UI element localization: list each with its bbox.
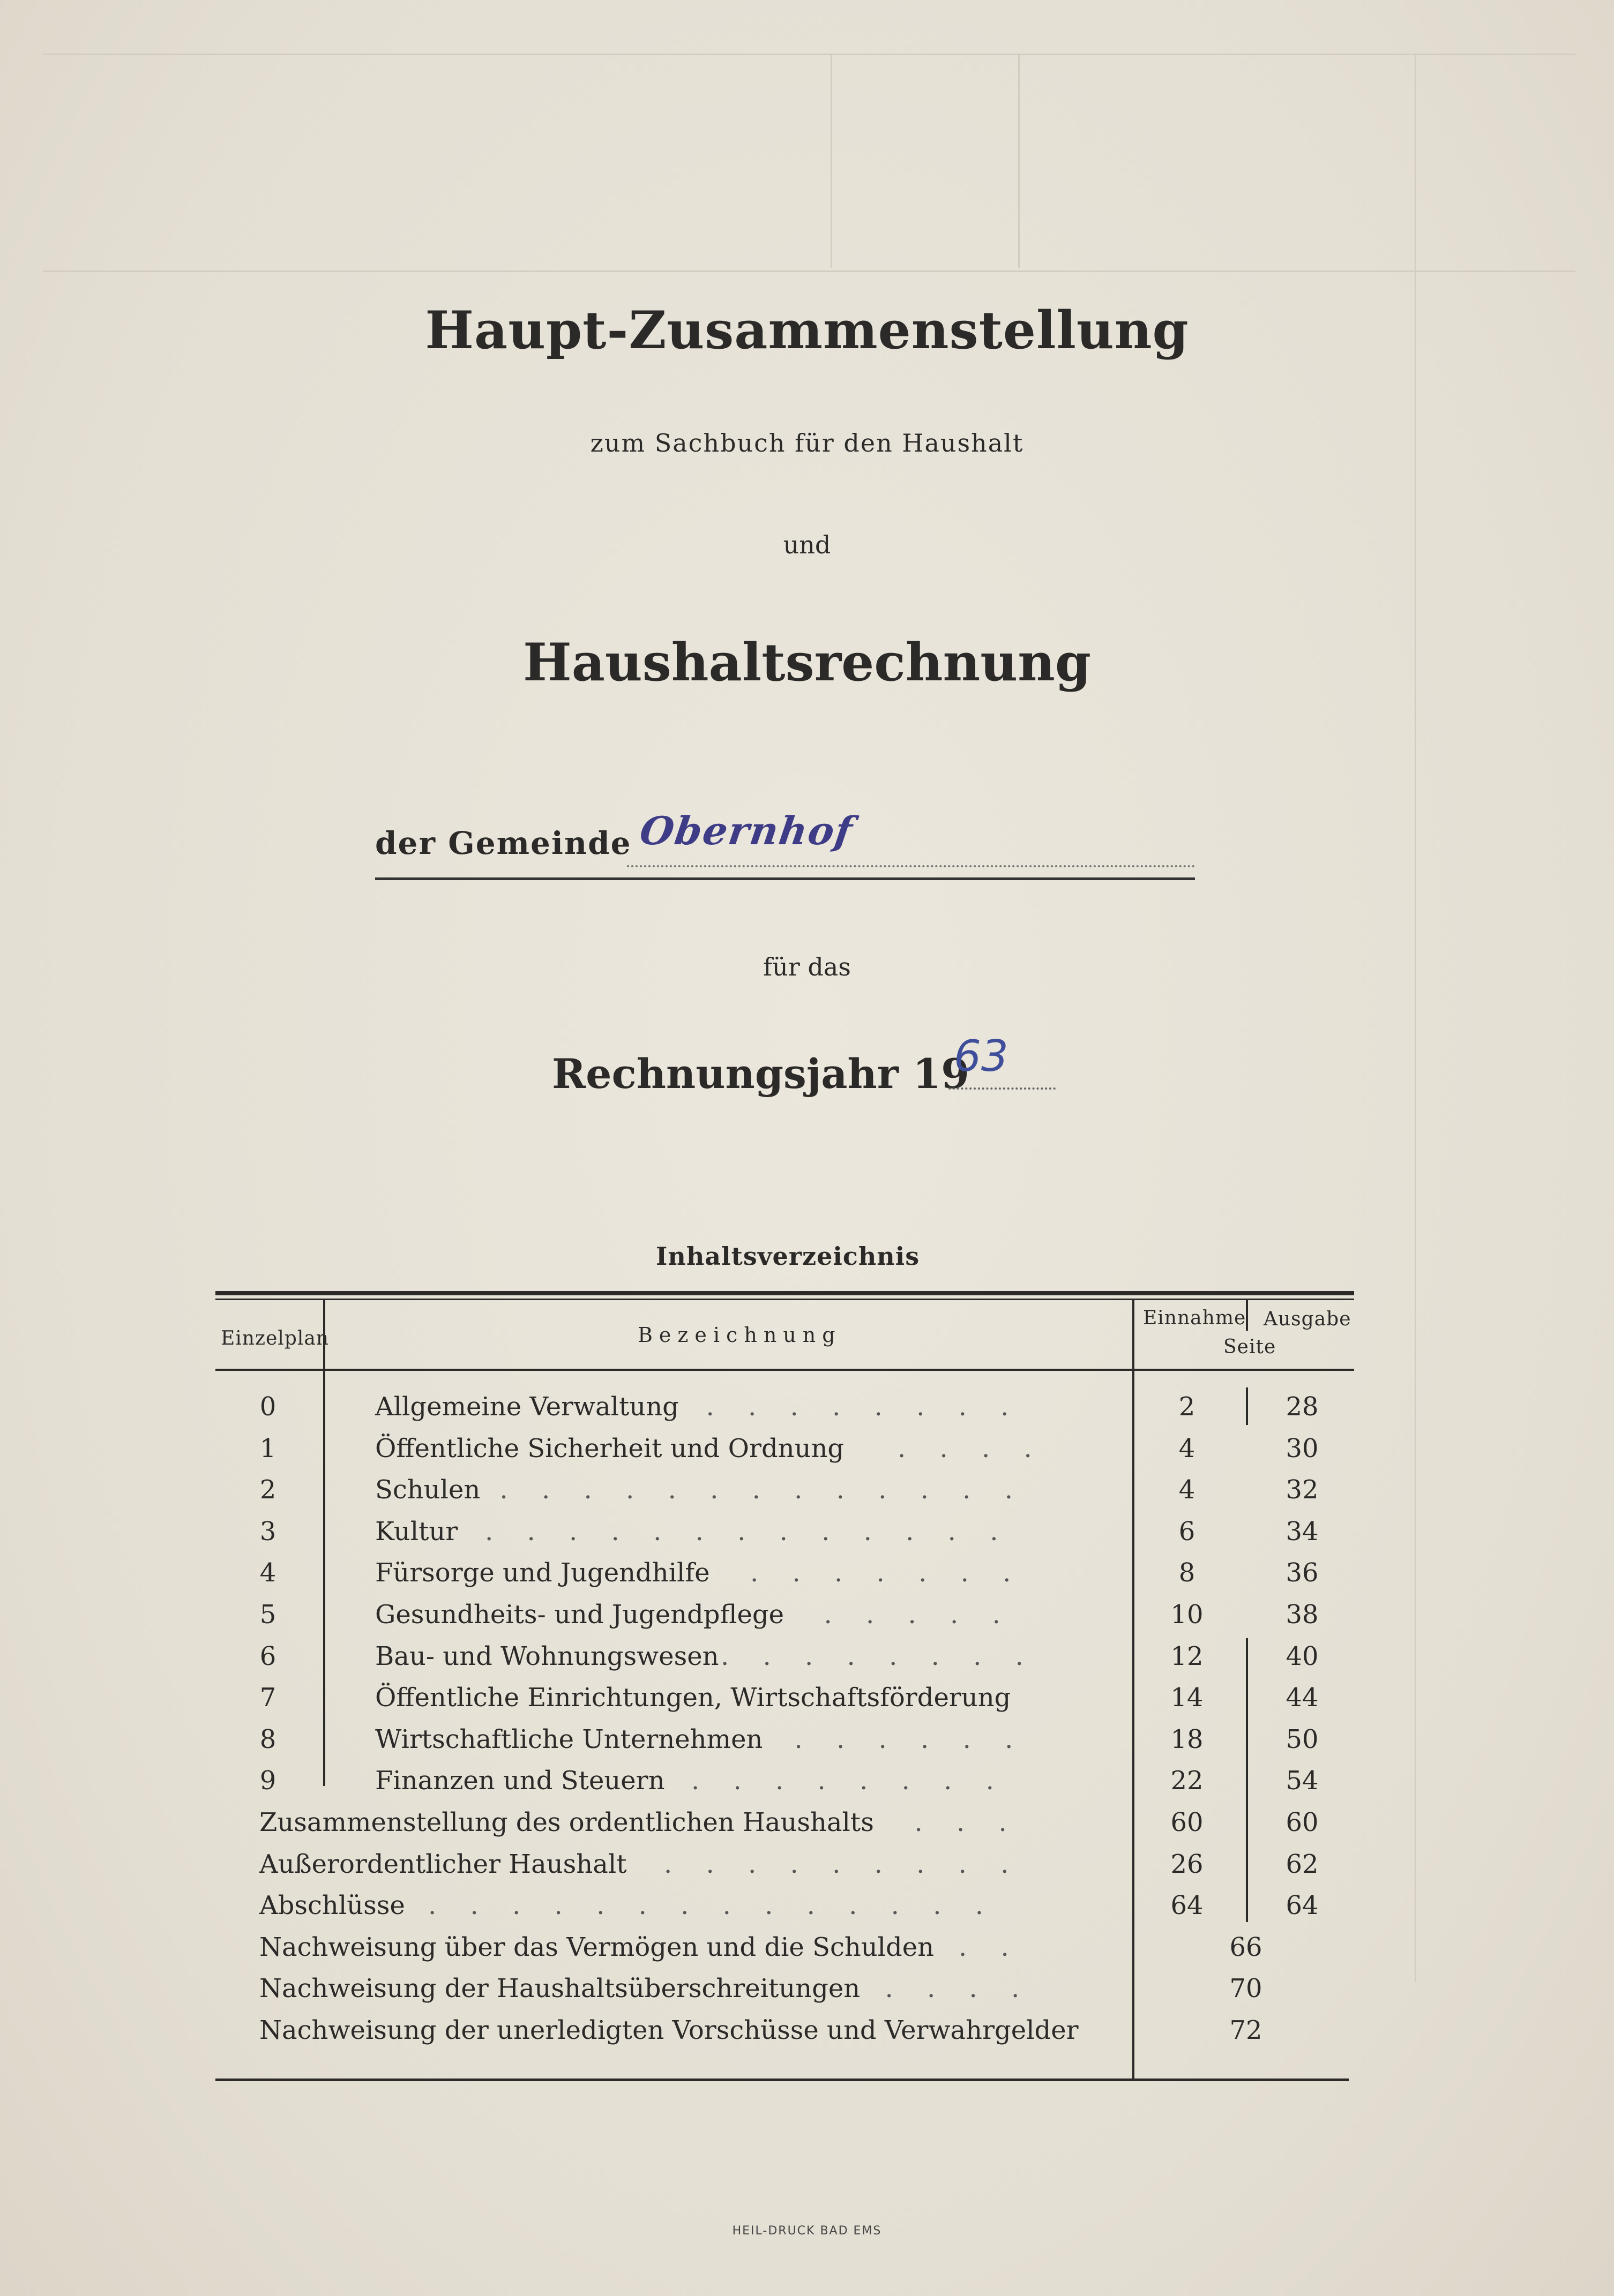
toc-top-rule-thin [215,1299,1354,1300]
toc-row-ausgabe-page: 62 [1286,1849,1319,1879]
toc-row [0,1517,1614,1558]
toc-row [0,1392,1614,1434]
toc-row-label: Nachweisung der unerledigten Vorschüsse und Verwahrgelder [259,2015,1079,2045]
toc-row-label: Schulen [375,1475,481,1505]
toc-row-label: Öffentliche Einrichtungen, Wirtschaftsförderung [375,1683,1011,1713]
toc-single-row [0,1974,1614,2015]
toc-row-label: Wirtschaftliche Unternehmen [375,1724,763,1754]
leader-dots: . . . . [898,1433,1032,1464]
toc-bottom-rule [215,2079,1349,2081]
leader-dots: . . . . . . . . . . . . . . [428,1890,983,1921]
toc-row-ausgabe-page: 60 [1286,1807,1319,1837]
toc-row-label: Kultur [375,1516,458,1547]
leader-dots: . . . . . . . . [706,1392,1009,1422]
toc-row-number: 5 [259,1600,277,1630]
leader-dots: . . . . . . . [750,1558,1011,1588]
toc-summary-row [0,1849,1614,1891]
toc-row-number: 7 [259,1683,277,1713]
toc-row-number: 9 [259,1766,277,1796]
leader-dots: . . [959,1932,1009,1962]
toc-row-number: 1 [259,1433,277,1464]
toc-row-label: Abschlüsse [259,1890,405,1921]
toc-row [0,1558,1614,1600]
toc-row-page: 72 [1229,2015,1262,2045]
toc-row [0,1766,1614,1807]
col-header-einnahme: Einnahme [1143,1307,1246,1329]
toc-row-einnahme-page: 26 [1170,1849,1204,1879]
toc-row-label: Zusammenstellung des ordentlichen Haushalts [259,1807,874,1837]
toc-row-einnahme-page: 60 [1170,1807,1204,1837]
toc-row [0,1600,1614,1641]
toc-top-rule [215,1291,1354,1295]
toc-col-divider-ein-aus-header [1246,1299,1248,1331]
connector-text: und [783,530,831,559]
leader-dots: . . . . . . . . [691,1766,994,1796]
toc-row-einnahme-page: 6 [1178,1516,1195,1547]
leader-dots: . . . . . . [794,1724,1013,1754]
toc-row-einnahme-page: 64 [1170,1890,1204,1921]
leader-dots: . . . [914,1807,1007,1837]
toc-single-row [0,2015,1614,2057]
toc-row [0,1724,1614,1766]
toc-row-number: 8 [259,1724,277,1754]
toc-row-einnahme-page: 10 [1170,1600,1204,1630]
toc-row-einnahme-page: 18 [1170,1724,1204,1754]
toc-row-number: 0 [259,1392,277,1422]
toc-row-page: 70 [1229,1974,1262,2004]
toc-row-einnahme-page: 8 [1178,1558,1195,1588]
toc-row-einnahme-page: 4 [1178,1433,1195,1464]
toc-row-einnahme-page: 22 [1170,1766,1204,1796]
toc-row [0,1683,1614,1724]
toc-row-number: 6 [259,1641,277,1671]
toc-row-ausgabe-page: 28 [1286,1392,1319,1422]
toc-single-row [0,1932,1614,1974]
toc-row [0,1641,1614,1683]
toc-row-einnahme-page: 2 [1178,1392,1195,1422]
leader-dots: . . . . [885,1974,1020,2004]
showthrough-line [831,54,832,268]
toc-row-page: 66 [1229,1932,1262,1962]
gemeinde-dotted-line [627,865,1195,867]
col-header-einzelplan: Einzelplan [221,1327,329,1349]
toc-row-number: 2 [259,1475,277,1505]
toc-row-label: Finanzen und Steuern [375,1766,665,1796]
leader-dots: . . . . . . . . . [664,1849,1009,1879]
toc-row-einnahme-page: 14 [1170,1683,1204,1713]
toc-row-ausgabe-page: 38 [1286,1600,1319,1630]
secondary-title: Haushaltsrechnung [522,632,1092,693]
toc-row-label: Bau- und Wohnungswesen [375,1641,719,1671]
toc-row-ausgabe-page: 32 [1286,1475,1319,1505]
toc-row-ausgabe-page: 34 [1286,1516,1319,1547]
leader-dots: . . . . . . . . . . . . . [499,1475,1013,1505]
toc-row-ausgabe-page: 50 [1286,1724,1319,1754]
leader-dots: . . . . . . . . [721,1641,1023,1671]
gemeinde-stamp: Obernhof [637,808,856,853]
toc-row-label: Außerordentlicher Haushalt [259,1849,627,1879]
leader-dots: . . . . . . . . . . . . . [485,1516,998,1547]
toc-row-ausgabe-page: 44 [1286,1683,1319,1713]
printer-imprint: HEIL-DRUCK BAD EMS [732,2224,882,2238]
toc-row-label: Nachweisung über das Vermögen und die Schulden [259,1932,935,1962]
toc-row-ausgabe-page: 64 [1286,1890,1319,1921]
toc-summary-row [0,1807,1614,1849]
toc-row-ausgabe-page: 36 [1286,1558,1319,1588]
showthrough-line [43,54,1575,55]
col-header-ausgabe: Ausgabe [1264,1308,1351,1330]
gemeinde-label: der Gemeinde [375,825,632,861]
col-header-seite: Seite [1223,1336,1276,1358]
toc-summary-row [0,1890,1614,1932]
gemeinde-underline [375,877,1195,880]
toc-row [0,1434,1614,1475]
fuer-das-text: für das [763,952,851,981]
toc-row-ausgabe-page: 40 [1286,1641,1319,1671]
toc-row-label: Öffentliche Sicherheit und Ordnung [375,1433,845,1464]
toc-row-einnahme-page: 4 [1178,1475,1195,1505]
col-header-bezeichnung: Bezeichnung [638,1323,842,1347]
rechnungsjahr-handwritten-year: 63 [954,1031,1008,1081]
showthrough-line [43,271,1575,272]
toc-row-label: Allgemeine Verwaltung [375,1392,679,1422]
toc-row-ausgabe-page: 54 [1286,1766,1319,1796]
toc-header-rule [215,1369,1354,1371]
leader-dots: . . . . . [824,1600,1000,1630]
toc-row [0,1475,1614,1517]
toc-row-number: 3 [259,1516,277,1547]
toc-row-einnahme-page: 12 [1170,1641,1204,1671]
toc-row-number: 4 [259,1558,277,1588]
toc-title: Inhaltsverzeichnis [655,1242,920,1271]
showthrough-line [1018,54,1020,268]
toc-row-ausgabe-page: 30 [1286,1433,1319,1464]
toc-row-label: Fürsorge und Jugendhilfe [375,1558,710,1588]
page-subtitle: zum Sachbuch für den Haushalt [590,429,1024,457]
toc-row-label: Nachweisung der Haushaltsüberschreitungen [259,1974,861,2004]
rechnungsjahr-dotted-line [948,1087,1056,1090]
page-title: Haupt-Zusammenstellung [425,300,1189,361]
rechnungsjahr-label: Rechnungsjahr 19 [552,1050,969,1098]
toc-row-label: Gesundheits- und Jugendpflege [375,1600,784,1630]
